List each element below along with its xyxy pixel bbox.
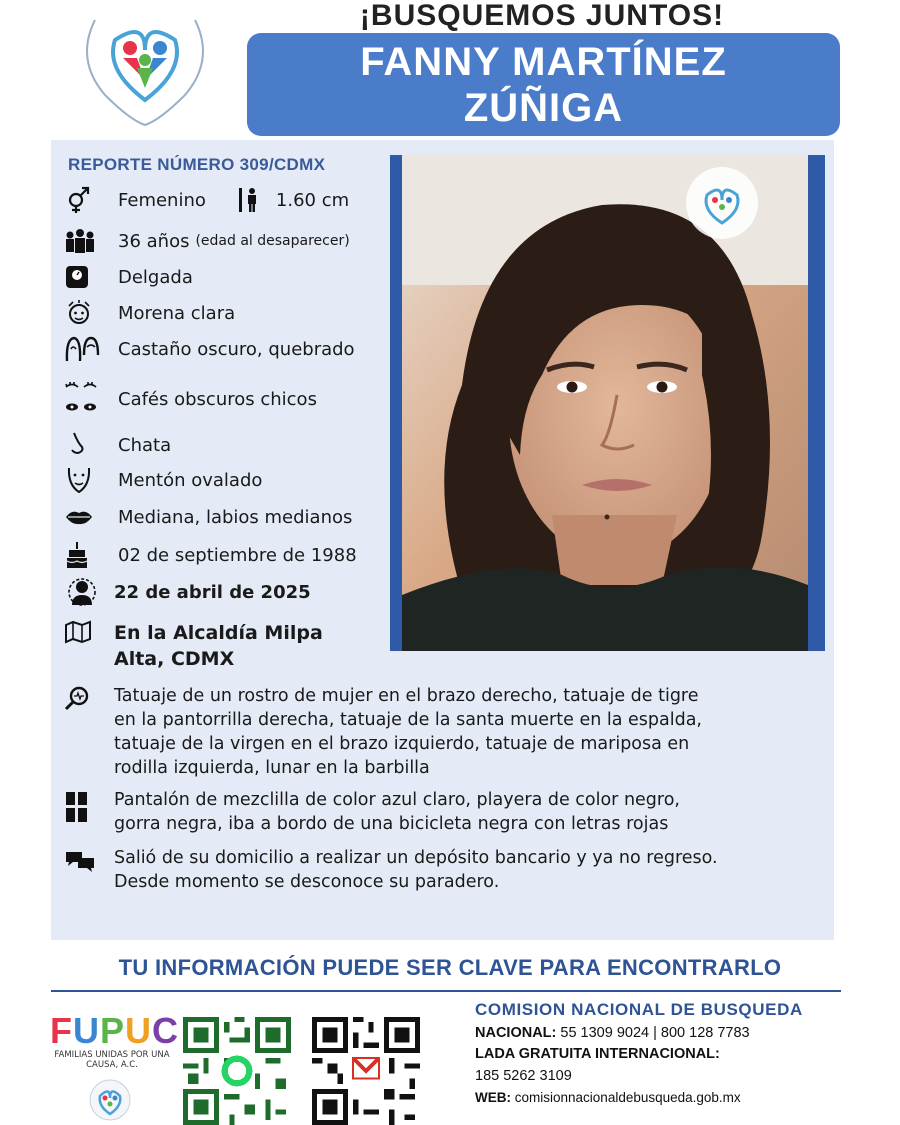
- chin-value: Mentón ovalado: [118, 469, 263, 491]
- row-birth: [64, 540, 357, 570]
- report-number: REPORTE NÚMERO 309/CDMX: [68, 155, 326, 174]
- row-skin: [64, 298, 235, 328]
- headline: ¡BUSQUEMOS JUNTOS!: [359, 0, 725, 32]
- web-label: WEB:: [475, 1090, 511, 1105]
- location-line-2: Alta, CDMX: [114, 648, 235, 670]
- map-icon: [64, 620, 104, 672]
- row-chin: [64, 465, 262, 495]
- chat-bubbles-icon: [64, 846, 104, 894]
- whatsapp-qr-code[interactable]: [183, 1017, 291, 1125]
- email-qr-code[interactable]: [312, 1017, 420, 1125]
- cnb-title: COMISION NACIONAL DE BUSQUEDA: [475, 1000, 803, 1019]
- circumstances: [64, 846, 718, 894]
- birth-date-value: 02 de septiembre de 1988: [118, 544, 357, 566]
- nacional-label: NACIONAL:: [475, 1025, 557, 1041]
- nacional-value: 55 1309 9024 | 800 128 7783: [560, 1025, 750, 1041]
- circumstances-line-2: Desde momento se desconoce su paradero.: [114, 872, 500, 892]
- missing-date-value: 22 de abril de 2025: [114, 581, 311, 603]
- nose-icon: [64, 430, 104, 460]
- row-hair: [64, 334, 355, 364]
- distinctive-marks: [64, 684, 702, 780]
- marks-line-1: Tatuaje de un rostro de mujer en el brazo derecho, tatuaje de tigre: [114, 686, 699, 706]
- eyes-icon: [64, 384, 104, 414]
- chin-icon: [64, 465, 104, 495]
- cnb-nacional: [475, 1025, 750, 1041]
- marks-line-4: rodilla izquierda, lunar en la barbilla: [114, 758, 430, 778]
- marks-line-3: tatuaje de la virgen en el brazo izquierdo, tatuaje de mariposa en: [114, 734, 690, 754]
- name-line-1: FANNY MARTÍNEZ: [360, 40, 727, 84]
- person-name-banner: [247, 33, 840, 136]
- row-build: [64, 262, 193, 292]
- hair-icon: [64, 334, 104, 364]
- build-value: Delgada: [118, 266, 193, 288]
- row-mouth: [64, 502, 352, 532]
- row-age: [64, 226, 350, 256]
- clothing: [64, 788, 680, 836]
- gender-icon: [64, 185, 104, 215]
- sex-value: Femenino: [118, 189, 206, 211]
- circumstances-line-1: Salió de su domicilio a realizar un depósito bancario y ya no regreso.: [114, 848, 718, 868]
- height-icon: [238, 186, 262, 214]
- age-value: 36 años: [118, 230, 190, 252]
- cnb-lada: [475, 1046, 720, 1062]
- clothing-icon: [64, 788, 104, 836]
- call-to-action: TU INFORMACIÓN PUEDE SER CLAVE PARA ENCONTRARLO: [118, 955, 782, 980]
- location-line-1: En la Alcaldía Milpa: [114, 622, 323, 644]
- age-group-icon: [64, 226, 104, 256]
- row-location: [64, 620, 323, 672]
- fupuc-small-logo: [85, 1078, 135, 1122]
- row-sex-height: [64, 185, 349, 215]
- skin-value: Morena clara: [118, 302, 236, 324]
- missing-person-photo: [402, 155, 808, 651]
- fupuc-wordmark: FUPUC: [50, 1010, 180, 1051]
- scale-icon: [64, 262, 104, 292]
- name-line-2: ZÚÑIGA: [463, 86, 624, 130]
- lips-icon: [64, 502, 104, 532]
- lada-label: LADA GRATUITA INTERNACIONAL:: [475, 1046, 720, 1062]
- footer-divider: [51, 990, 841, 992]
- nose-value: Chata: [118, 434, 172, 456]
- eyes-value: Cafés obscuros chicos: [118, 388, 317, 410]
- marks-line-2: en la pantorrilla derecha, tatuaje de la santa muerte en la espalda,: [114, 710, 702, 730]
- row-missing-date: [64, 577, 311, 607]
- cnb-lada-value: 185 5262 3109: [475, 1068, 572, 1084]
- mouth-value: Mediana, labios medianos: [118, 506, 353, 528]
- clothing-line-2: gorra negra, iba a bordo de una bicicleta negra con letras rojas: [114, 814, 669, 834]
- age-note: (edad al desaparecer): [195, 233, 350, 249]
- face-icon: [64, 298, 104, 328]
- cnb-web: [475, 1090, 741, 1105]
- web-link[interactable]: comisionnacionaldebusqueda.gob.mx: [514, 1090, 741, 1105]
- hair-value: Castaño oscuro, quebrado: [118, 338, 355, 360]
- magnifier-icon: [64, 684, 104, 780]
- missing-person-icon: [64, 577, 104, 607]
- height-value: 1.60 cm: [275, 189, 350, 211]
- fupuc-subtitle: FAMILIAS UNIDAS POR UNA CAUSA, A.C.: [54, 1050, 170, 1070]
- fupuc-logo: [55, 0, 235, 130]
- row-nose: [64, 430, 171, 460]
- birthday-cake-icon: [64, 540, 104, 570]
- row-eyes: [64, 384, 317, 414]
- clothing-line-1: Pantalón de mezclilla de color azul claro, playera de color negro,: [114, 790, 680, 810]
